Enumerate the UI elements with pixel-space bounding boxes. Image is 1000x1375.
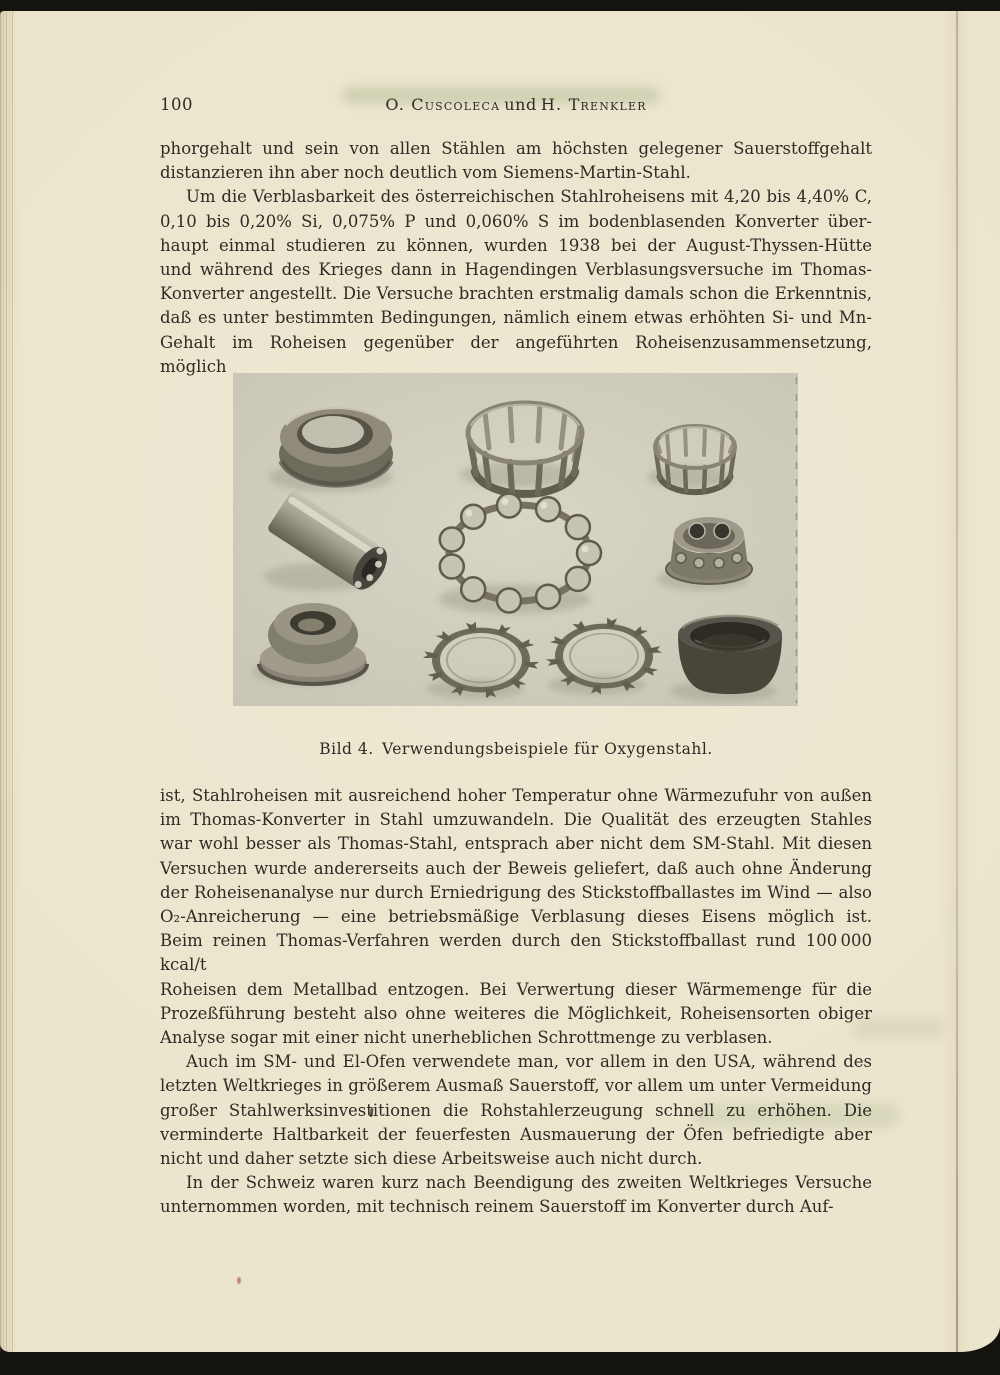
paragraph (160, 1171, 872, 1219)
figure-photo (233, 373, 798, 706)
photo-grain (233, 373, 798, 706)
page-number: 100 (160, 95, 193, 114)
page-header (160, 95, 872, 117)
text-line: Auch im SM- und El-Ofen verwendete man, vor allem in den USA, während des (186, 1052, 872, 1072)
text-line: Gehalt im Roheisen gegenüber der angeführten Roheisenzusammensetzung, möglich (160, 332, 872, 376)
text-line: Konverter angestellt. Die Versuche brachten erstmalig damals schon die Erkenntnis, (160, 284, 872, 304)
text-line: Versuchen wurde andererseits auch der Beweis geliefert, daß auch ohne Änderung (160, 858, 872, 878)
paragraph (160, 1050, 872, 1171)
text-line: Um die Verblasbarkeit des österreichischen Stahlroheisens mit 4,20 bis 4,40% C, (186, 187, 872, 207)
paragraph (160, 185, 872, 379)
text-line: Analyse sogar mit einer nicht unerheblichen Schrottmenge zu verblasen. (160, 1028, 773, 1048)
text-line: In der Schweiz waren kurz nach Beendigung des zweiten Weltkrieges Versuche (186, 1173, 872, 1193)
text-line: haupt einmal studieren zu können, wurden 1938 bei der August-Thyssen-Hütte (160, 235, 872, 255)
running-header (160, 95, 872, 114)
paragraph (160, 137, 872, 185)
text-line: Roheisen dem Metallbad entzogen. Bei Verwertung dieser Wärmemenge für die (160, 979, 872, 999)
text-line: war wohl besser als Thomas-Stahl, entsprach aber nicht dem SM-Stahl. Mit diesen (160, 834, 872, 854)
text-line: phorgehalt und sein von allen Stählen am höchsten gelegener Sauerstoffgehalt (160, 139, 872, 158)
text-line: letzten Weltkrieges in größerem Ausmaß Sauerstoff, vor allem um unter Vermeidung (160, 1076, 872, 1096)
text-line: daß es unter bestimmten Bedingungen, nämlich einem etwas erhöhten Si- und Mn- (160, 308, 872, 328)
header-connector: und (504, 95, 537, 114)
text-line: verminderte Haltbarkeit der feuerfesten Ausmauerung der Öfen befriedigte aber (160, 1124, 872, 1144)
text-block-lower (160, 784, 872, 1220)
text-line: ist, Stahlroheisen mit ausreichend hoher Temperatur ohne Wärmezufuhr von außen (160, 786, 872, 805)
text-line: O₂-Anreicherung — eine betriebsmäßige Verblasung dieses Eisens möglich ist. (160, 907, 872, 927)
scan-speck (237, 1277, 241, 1284)
text-line: unternommen worden, mit technisch reinem Sauerstoff im Konverter durch Auf- (160, 1197, 834, 1217)
text-line: der Roheisenanalyse nur durch Erniedrigung des Stickstoffballastes im Wind — also (160, 882, 872, 902)
text-line: und während des Krieges dann in Hagendingen Verblasungsversuche im Thomas- (160, 260, 872, 280)
text-line: 0,10 bis 0,20% Si, 0,075% P und 0,060% S im bodenblasenden Konverter über- (160, 211, 872, 231)
text-block-upper (160, 137, 872, 379)
text-line: großer Stahlwerksinvestitionen die Rohstahlerzeugung schnell zu erhöhen. Die (160, 1100, 872, 1120)
author-2: H. Trenkler (540, 95, 647, 114)
page-edge-lines (0, 11, 15, 1352)
page-fold-line (956, 11, 958, 1352)
text-line: Prozeßführung besteht also ohne weiteres die Möglichkeit, Roheisensorten obiger (160, 1003, 872, 1023)
text-line: distanzieren ihn aber noch deutlich vom Siemens-Martin-Stahl. (160, 163, 691, 183)
figure-caption: Bild 4. Verwendungsbeispiele für Oxygenstahl. (319, 740, 713, 758)
text-line: nicht und daher setzte sich diese Arbeitsweise auch nicht durch. (160, 1149, 703, 1169)
text-line: Beim reinen Thomas-Verfahren werden durch den Stickstoffballast rund 100 000 kcal/t (160, 931, 872, 975)
paragraph (160, 784, 872, 1050)
text-line: im Thomas-Konverter in Stahl umzuwandeln. Die Qualität des erzeugten Stahles (160, 810, 872, 830)
book-page (0, 11, 1000, 1352)
author-1: O. Cuscoleca (385, 95, 501, 114)
